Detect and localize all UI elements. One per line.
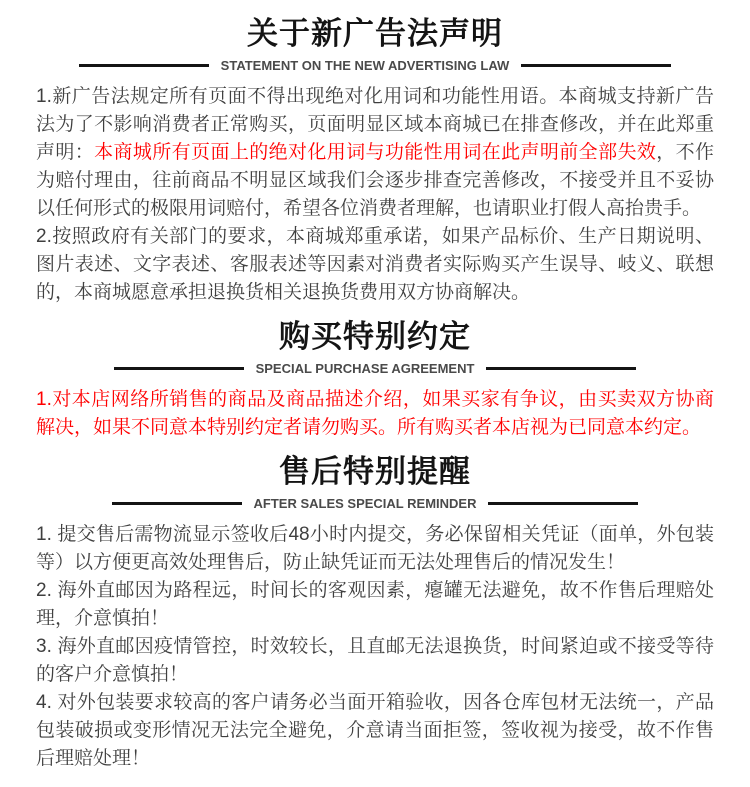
divider-line-left	[112, 502, 242, 505]
text-run: 1.新广告法规定所有页面不得出现绝对化用词和功能性用语。本商城支持新广告法为了不影响消费者正常购买，页面明显区域本商城已在排查修改，并在此郑重声明：	[36, 86, 714, 163]
section-after-sales-reminder	[36, 454, 714, 773]
paragraph	[36, 223, 714, 307]
text-run: 2.按照政府有关部门的要求，本商城郑重承诺，如果产品标价、生产日期说明、图片表述、文字表述、客服表述等因素对消费者实际购买产生误导、岐义、联想的，本商城愿意承担退换货相关退换货费用双方协商解决。	[36, 226, 714, 303]
section-subtitle: SPECIAL PURCHASE AGREEMENT	[255, 360, 475, 376]
section-advertising-law-statement	[36, 16, 714, 307]
section-special-purchase-agreement	[36, 319, 714, 442]
paragraph	[36, 386, 714, 442]
section-title: 售后特别提醒	[279, 454, 471, 489]
section-header	[36, 454, 714, 511]
text-run-red: 1.对本店网络所销售的商品及商品描述介绍，如果买家有争议，由买卖双方协商解决，如果不同意本特别约定者请勿购买。所有购买者本店视为已同意本约定。	[36, 389, 714, 438]
section-subtitle-row	[36, 57, 714, 73]
divider-line-left	[114, 367, 244, 370]
text-run: 3. 海外直邮因疫情管控，时效较长，且直邮无法退换货，时间紧迫或不接受等待的客户介意慎拍！	[36, 636, 714, 685]
paragraph	[36, 633, 714, 689]
section-subtitle-row	[36, 360, 714, 376]
section-subtitle: STATEMENT ON THE NEW ADVERTISING LAW	[220, 57, 510, 73]
paragraph	[36, 577, 714, 633]
paragraph	[36, 83, 714, 223]
text-run: 1. 提交售后需物流显示签收后48小时内提交，务必保留相关凭证（面单，外包装等）以方便更高效处理售后，防止缺凭证而无法处理售后的情况发生！	[36, 524, 714, 573]
divider-line-left	[79, 64, 209, 67]
text-run-red: 本商城所有页面上的绝对化用词与功能性用词在此声明前全部失效	[94, 142, 657, 163]
divider-line-right	[521, 64, 671, 67]
section-header	[36, 16, 714, 73]
section-title: 关于新广告法声明	[247, 16, 503, 51]
section-subtitle-row	[36, 495, 714, 511]
section-body	[36, 521, 714, 773]
section-body	[36, 386, 714, 442]
paragraph	[36, 689, 714, 773]
section-body	[36, 83, 714, 307]
paragraph	[36, 521, 714, 577]
text-run: 4. 对外包装要求较高的客户请务必当面开箱验收，因各仓库包材无法统一，产品包装破损或变形情况无法完全避免，介意请当面拒签，签收视为接受，故不作售后理赔处理！	[36, 692, 714, 769]
text-run: 2. 海外直邮因为路程远，时间长的客观因素，瘪罐无法避免，故不作售后理赔处理，介意慎拍！	[36, 580, 714, 629]
text-run: ，不作为赔付理由，往前商品不明显区域我们会逐步排查完善修改，不接受并且不妥协以任何形式的极限用词赔付，希望各位消费者理解，也请职业打假人高抬贵手。	[36, 142, 714, 219]
section-header	[36, 319, 714, 376]
section-subtitle: AFTER SALES SPECIAL REMINDER	[253, 495, 477, 511]
divider-line-right	[488, 502, 638, 505]
divider-line-right	[486, 367, 636, 370]
section-title: 购买特别约定	[279, 319, 471, 354]
